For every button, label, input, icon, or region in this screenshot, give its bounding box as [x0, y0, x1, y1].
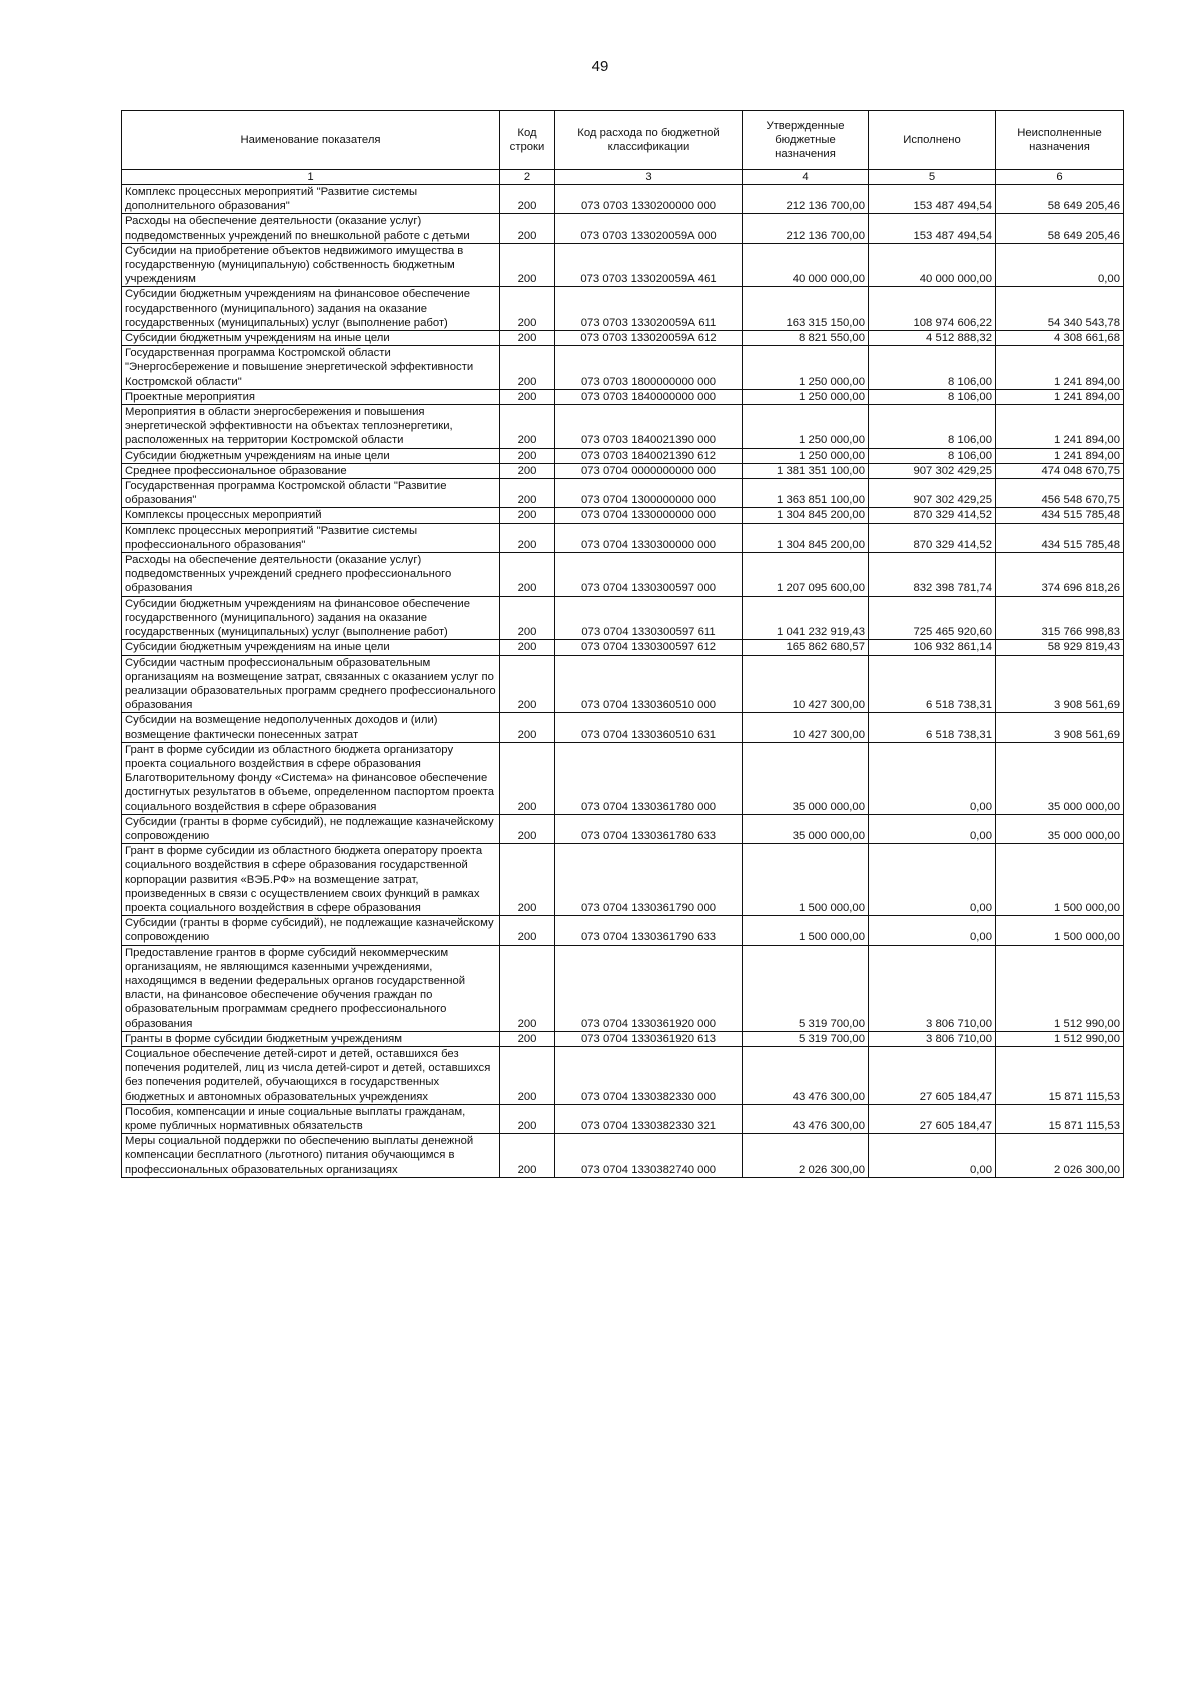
- row-approved: 165 862 680,57: [743, 640, 869, 655]
- row-kbk: 073 0703 133020059А 461: [555, 243, 743, 287]
- row-code: 200: [500, 214, 555, 243]
- row-executed: 870 329 414,52: [869, 508, 996, 523]
- row-approved: 212 136 700,00: [743, 214, 869, 243]
- row-unexecuted: 1 241 894,00: [996, 405, 1124, 449]
- row-name: Субсидии бюджетным учреждениям на иные цели: [122, 640, 500, 655]
- row-executed: 0,00: [869, 1134, 996, 1178]
- row-approved: 1 363 851 100,00: [743, 479, 869, 508]
- row-kbk: 073 0703 1800000000 000: [555, 346, 743, 390]
- row-unexecuted: 1 512 990,00: [996, 1031, 1124, 1046]
- row-name: Комплексы процессных мероприятий: [122, 508, 500, 523]
- column-number: 6: [996, 170, 1124, 185]
- table-row: [122, 243, 1124, 287]
- row-code: 200: [500, 1046, 555, 1104]
- row-executed: 4 512 888,32: [869, 331, 996, 346]
- row-kbk: 073 0704 1330361790 633: [555, 916, 743, 945]
- row-unexecuted: 2 026 300,00: [996, 1134, 1124, 1178]
- header-unexecuted: Неисполненные назначения: [996, 111, 1124, 170]
- row-approved: 5 319 700,00: [743, 1031, 869, 1046]
- row-code: 200: [500, 916, 555, 945]
- row-executed: 0,00: [869, 814, 996, 843]
- row-name: Субсидии бюджетным учреждениям на финансовое обеспечение государственного (муниципального) задания на оказание государственных (муниципальных) услуг (выполнение работ): [122, 596, 500, 640]
- table-row: [122, 742, 1124, 814]
- row-kbk: 073 0704 1330300597 612: [555, 640, 743, 655]
- table-row: [122, 945, 1124, 1031]
- row-unexecuted: 1 241 894,00: [996, 346, 1124, 390]
- row-kbk: 073 0704 0000000000 000: [555, 463, 743, 478]
- row-code: 200: [500, 640, 555, 655]
- row-name: Гранты в форме субсидии бюджетным учреждениям: [122, 1031, 500, 1046]
- header-row: [122, 111, 1124, 170]
- row-kbk: 073 0704 1330382740 000: [555, 1134, 743, 1178]
- row-executed: 907 302 429,25: [869, 479, 996, 508]
- row-unexecuted: 434 515 785,48: [996, 508, 1124, 523]
- row-unexecuted: 58 649 205,46: [996, 185, 1124, 214]
- row-kbk: 073 0704 1330360510 000: [555, 655, 743, 713]
- row-approved: 212 136 700,00: [743, 185, 869, 214]
- row-code: 200: [500, 185, 555, 214]
- row-executed: 3 806 710,00: [869, 1031, 996, 1046]
- column-number-row: [122, 170, 1124, 185]
- budget-execution-table: [121, 110, 1124, 1178]
- column-number: 3: [555, 170, 743, 185]
- row-kbk: 073 0704 1330361920 000: [555, 945, 743, 1031]
- row-approved: 1 500 000,00: [743, 916, 869, 945]
- row-code: 200: [500, 287, 555, 331]
- row-kbk: 073 0703 1330200000 000: [555, 185, 743, 214]
- row-approved: 43 476 300,00: [743, 1104, 869, 1133]
- row-unexecuted: 0,00: [996, 243, 1124, 287]
- row-kbk: 073 0704 1330361790 000: [555, 844, 743, 916]
- row-name: Субсидии (гранты в форме субсидий), не подлежащие казначейскому сопровождению: [122, 916, 500, 945]
- row-kbk: 073 0704 1330300000 000: [555, 523, 743, 552]
- row-executed: 870 329 414,52: [869, 523, 996, 552]
- row-name: Среднее профессиональное образование: [122, 463, 500, 478]
- row-executed: 0,00: [869, 742, 996, 814]
- table-row: [122, 346, 1124, 390]
- row-name: Расходы на обеспечение деятельности (оказание услуг) подведомственных учреждений по внешкольной работе с детьми: [122, 214, 500, 243]
- row-name: Социальное обеспечение детей-сирот и детей, оставшихся без попечения родителей, лиц из числа детей-сирот и детей, оставшихся без попечения родителей, обучающихся в государственных бюджетных и автономных образовательных учреждениях: [122, 1046, 500, 1104]
- table-row: [122, 405, 1124, 449]
- row-approved: 1 304 845 200,00: [743, 508, 869, 523]
- row-unexecuted: 434 515 785,48: [996, 523, 1124, 552]
- row-executed: 832 398 781,74: [869, 553, 996, 597]
- row-kbk: 073 0704 1330361780 633: [555, 814, 743, 843]
- row-code: 200: [500, 405, 555, 449]
- row-code: 200: [500, 844, 555, 916]
- row-code: 200: [500, 713, 555, 742]
- row-code: 200: [500, 523, 555, 552]
- row-name: Субсидии бюджетным учреждениям на иные цели: [122, 331, 500, 346]
- row-approved: 5 319 700,00: [743, 945, 869, 1031]
- row-name: Грант в форме субсидии из областного бюджета оператору проекта социального воздействия в сфере образования государственной корпорации развития «ВЭБ.РФ» на возмещение затрат, произведенных в связи с осуществлением своих функций в рамках проекта социального воздействия в сфере образования: [122, 844, 500, 916]
- row-executed: 907 302 429,25: [869, 463, 996, 478]
- row-approved: 10 427 300,00: [743, 713, 869, 742]
- row-code: 200: [500, 1104, 555, 1133]
- row-approved: 1 304 845 200,00: [743, 523, 869, 552]
- table-row: [122, 1134, 1124, 1178]
- row-approved: 1 041 232 919,43: [743, 596, 869, 640]
- row-approved: 40 000 000,00: [743, 243, 869, 287]
- row-code: 200: [500, 553, 555, 597]
- row-approved: 10 427 300,00: [743, 655, 869, 713]
- column-number: 4: [743, 170, 869, 185]
- row-kbk: 073 0704 1330361780 000: [555, 742, 743, 814]
- table-row: [122, 1104, 1124, 1133]
- table-row: [122, 479, 1124, 508]
- row-code: 200: [500, 742, 555, 814]
- row-executed: 8 106,00: [869, 389, 996, 404]
- row-approved: 1 250 000,00: [743, 346, 869, 390]
- header-code: Код строки: [500, 111, 555, 170]
- row-name: Комплекс процессных мероприятий "Развитие системы профессионального образования": [122, 523, 500, 552]
- row-code: 200: [500, 479, 555, 508]
- table-row: [122, 331, 1124, 346]
- row-unexecuted: 1 241 894,00: [996, 448, 1124, 463]
- row-unexecuted: 4 308 661,68: [996, 331, 1124, 346]
- row-name: Субсидии (гранты в форме субсидий), не подлежащие казначейскому сопровождению: [122, 814, 500, 843]
- row-approved: 1 250 000,00: [743, 448, 869, 463]
- header-name: Наименование показателя: [122, 111, 500, 170]
- row-kbk: 073 0704 1330300597 611: [555, 596, 743, 640]
- column-number: 1: [122, 170, 500, 185]
- row-unexecuted: 1 500 000,00: [996, 916, 1124, 945]
- row-executed: 8 106,00: [869, 405, 996, 449]
- row-unexecuted: 1 241 894,00: [996, 389, 1124, 404]
- row-approved: 163 315 150,00: [743, 287, 869, 331]
- row-name: Субсидии на приобретение объектов недвижимого имущества в государственную (муниципальную) собственность бюджетным учреждениям: [122, 243, 500, 287]
- table-row: [122, 463, 1124, 478]
- row-code: 200: [500, 1031, 555, 1046]
- row-name: Проектные мероприятия: [122, 389, 500, 404]
- row-code: 200: [500, 596, 555, 640]
- row-name: Грант в форме субсидии из областного бюджета организатору проекта социального воздействия в сфере образования Благотворительному фонду «Система» на финансовое обеспечение достигнутых результатов в объеме, определенном паспортом проекта социального воздействия в сфере образования: [122, 742, 500, 814]
- row-kbk: 073 0704 1330361920 613: [555, 1031, 743, 1046]
- page-number: 49: [591, 58, 609, 75]
- row-executed: 3 806 710,00: [869, 945, 996, 1031]
- row-kbk: 073 0703 133020059А 611: [555, 287, 743, 331]
- row-approved: 35 000 000,00: [743, 814, 869, 843]
- row-approved: 2 026 300,00: [743, 1134, 869, 1178]
- column-number: 5: [869, 170, 996, 185]
- table-row: [122, 640, 1124, 655]
- row-executed: 108 974 606,22: [869, 287, 996, 331]
- row-unexecuted: 15 871 115,53: [996, 1104, 1124, 1133]
- row-executed: 27 605 184,47: [869, 1104, 996, 1133]
- row-approved: 1 500 000,00: [743, 844, 869, 916]
- row-executed: 153 487 494,54: [869, 214, 996, 243]
- table-row: [122, 389, 1124, 404]
- row-executed: 6 518 738,31: [869, 713, 996, 742]
- header-approved: Утвержденные бюджетные назначения: [743, 111, 869, 170]
- row-unexecuted: 3 908 561,69: [996, 655, 1124, 713]
- row-unexecuted: 315 766 998,83: [996, 596, 1124, 640]
- row-executed: 0,00: [869, 916, 996, 945]
- row-executed: 8 106,00: [869, 448, 996, 463]
- row-code: 200: [500, 945, 555, 1031]
- row-executed: 8 106,00: [869, 346, 996, 390]
- row-kbk: 073 0703 133020059А 000: [555, 214, 743, 243]
- row-name: Государственная программа Костромской области "Энергосбережение и повышение энергетической эффективности Костромской области": [122, 346, 500, 390]
- row-unexecuted: 15 871 115,53: [996, 1046, 1124, 1104]
- row-code: 200: [500, 463, 555, 478]
- table-row: [122, 185, 1124, 214]
- row-name: Предоставление грантов в форме субсидий некоммерческим организациям, не являющимся казенными учреждениями, находящимся в ведении федеральных органов государственной власти, на финансовое обеспечение обучения граждан по образовательным программам среднего профессионального образования: [122, 945, 500, 1031]
- row-unexecuted: 35 000 000,00: [996, 814, 1124, 843]
- row-code: 200: [500, 1134, 555, 1178]
- row-executed: 0,00: [869, 844, 996, 916]
- row-kbk: 073 0704 1330382330 321: [555, 1104, 743, 1133]
- row-executed: 40 000 000,00: [869, 243, 996, 287]
- table-row: [122, 814, 1124, 843]
- row-unexecuted: 456 548 670,75: [996, 479, 1124, 508]
- row-code: 200: [500, 346, 555, 390]
- row-name: Государственная программа Костромской области "Развитие образования": [122, 479, 500, 508]
- row-approved: 43 476 300,00: [743, 1046, 869, 1104]
- table-row: [122, 508, 1124, 523]
- table-row: [122, 916, 1124, 945]
- table-row: [122, 214, 1124, 243]
- row-approved: 1 250 000,00: [743, 389, 869, 404]
- row-code: 200: [500, 814, 555, 843]
- row-unexecuted: 374 696 818,26: [996, 553, 1124, 597]
- column-number: 2: [500, 170, 555, 185]
- row-kbk: 073 0703 1840021390 000: [555, 405, 743, 449]
- header-executed: Исполнено: [869, 111, 996, 170]
- row-name: Меры социальной поддержки по обеспечению выплаты денежной компенсации бесплатного (льготного) питания обучающимся в профессиональных образовательных организациях: [122, 1134, 500, 1178]
- row-code: 200: [500, 448, 555, 463]
- row-name: Комплекс процессных мероприятий "Развитие системы дополнительного образования": [122, 185, 500, 214]
- table-row: [122, 844, 1124, 916]
- row-name: Мероприятия в области энергосбережения и повышения энергетической эффективности на объектах теплоэнергетики, расположенных на территории Костромской области: [122, 405, 500, 449]
- row-kbk: 073 0703 1840000000 000: [555, 389, 743, 404]
- row-kbk: 073 0704 1330000000 000: [555, 508, 743, 523]
- row-approved: 1 207 095 600,00: [743, 553, 869, 597]
- row-approved: 1 250 000,00: [743, 405, 869, 449]
- row-executed: 27 605 184,47: [869, 1046, 996, 1104]
- row-code: 200: [500, 243, 555, 287]
- row-kbk: 073 0704 1330382330 000: [555, 1046, 743, 1104]
- row-approved: 35 000 000,00: [743, 742, 869, 814]
- row-executed: 725 465 920,60: [869, 596, 996, 640]
- row-kbk: 073 0704 1330300597 000: [555, 553, 743, 597]
- row-code: 200: [500, 508, 555, 523]
- row-unexecuted: 54 340 543,78: [996, 287, 1124, 331]
- row-kbk: 073 0703 133020059А 612: [555, 331, 743, 346]
- row-executed: 6 518 738,31: [869, 655, 996, 713]
- header-kbk: Код расхода по бюджетной классификации: [555, 111, 743, 170]
- row-code: 200: [500, 331, 555, 346]
- row-unexecuted: 58 929 819,43: [996, 640, 1124, 655]
- table-body: [122, 185, 1124, 1178]
- table-row: [122, 655, 1124, 713]
- row-unexecuted: 474 048 670,75: [996, 463, 1124, 478]
- table-row: [122, 553, 1124, 597]
- row-name: Пособия, компенсации и иные социальные выплаты гражданам, кроме публичных нормативных обязательств: [122, 1104, 500, 1133]
- row-name: Субсидии бюджетным учреждениям на иные цели: [122, 448, 500, 463]
- table-row: [122, 1031, 1124, 1046]
- row-unexecuted: 1 500 000,00: [996, 844, 1124, 916]
- row-code: 200: [500, 389, 555, 404]
- row-unexecuted: 3 908 561,69: [996, 713, 1124, 742]
- row-name: Субсидии частным профессиональным образовательным организациям на возмещение затрат, связанных с оказанием услуг по реализации образовательных программ среднего профессионального образования: [122, 655, 500, 713]
- row-unexecuted: 35 000 000,00: [996, 742, 1124, 814]
- table-row: [122, 713, 1124, 742]
- row-approved: 8 821 550,00: [743, 331, 869, 346]
- row-approved: 1 381 351 100,00: [743, 463, 869, 478]
- row-name: Расходы на обеспечение деятельности (оказание услуг) подведомственных учреждений среднего профессионального образования: [122, 553, 500, 597]
- row-unexecuted: 1 512 990,00: [996, 945, 1124, 1031]
- row-code: 200: [500, 655, 555, 713]
- table-row: [122, 596, 1124, 640]
- table-row: [122, 287, 1124, 331]
- row-name: Субсидии бюджетным учреждениям на финансовое обеспечение государственного (муниципального) задания на оказание государственных (муниципальных) услуг (выполнение работ): [122, 287, 500, 331]
- row-name: Субсидии на возмещение недополученных доходов и (или) возмещение фактически понесенных затрат: [122, 713, 500, 742]
- row-unexecuted: 58 649 205,46: [996, 214, 1124, 243]
- table-row: [122, 448, 1124, 463]
- table-row: [122, 1046, 1124, 1104]
- row-executed: 106 932 861,14: [869, 640, 996, 655]
- row-executed: 153 487 494,54: [869, 185, 996, 214]
- row-kbk: 073 0704 1300000000 000: [555, 479, 743, 508]
- row-kbk: 073 0704 1330360510 631: [555, 713, 743, 742]
- row-kbk: 073 0703 1840021390 612: [555, 448, 743, 463]
- table-row: [122, 523, 1124, 552]
